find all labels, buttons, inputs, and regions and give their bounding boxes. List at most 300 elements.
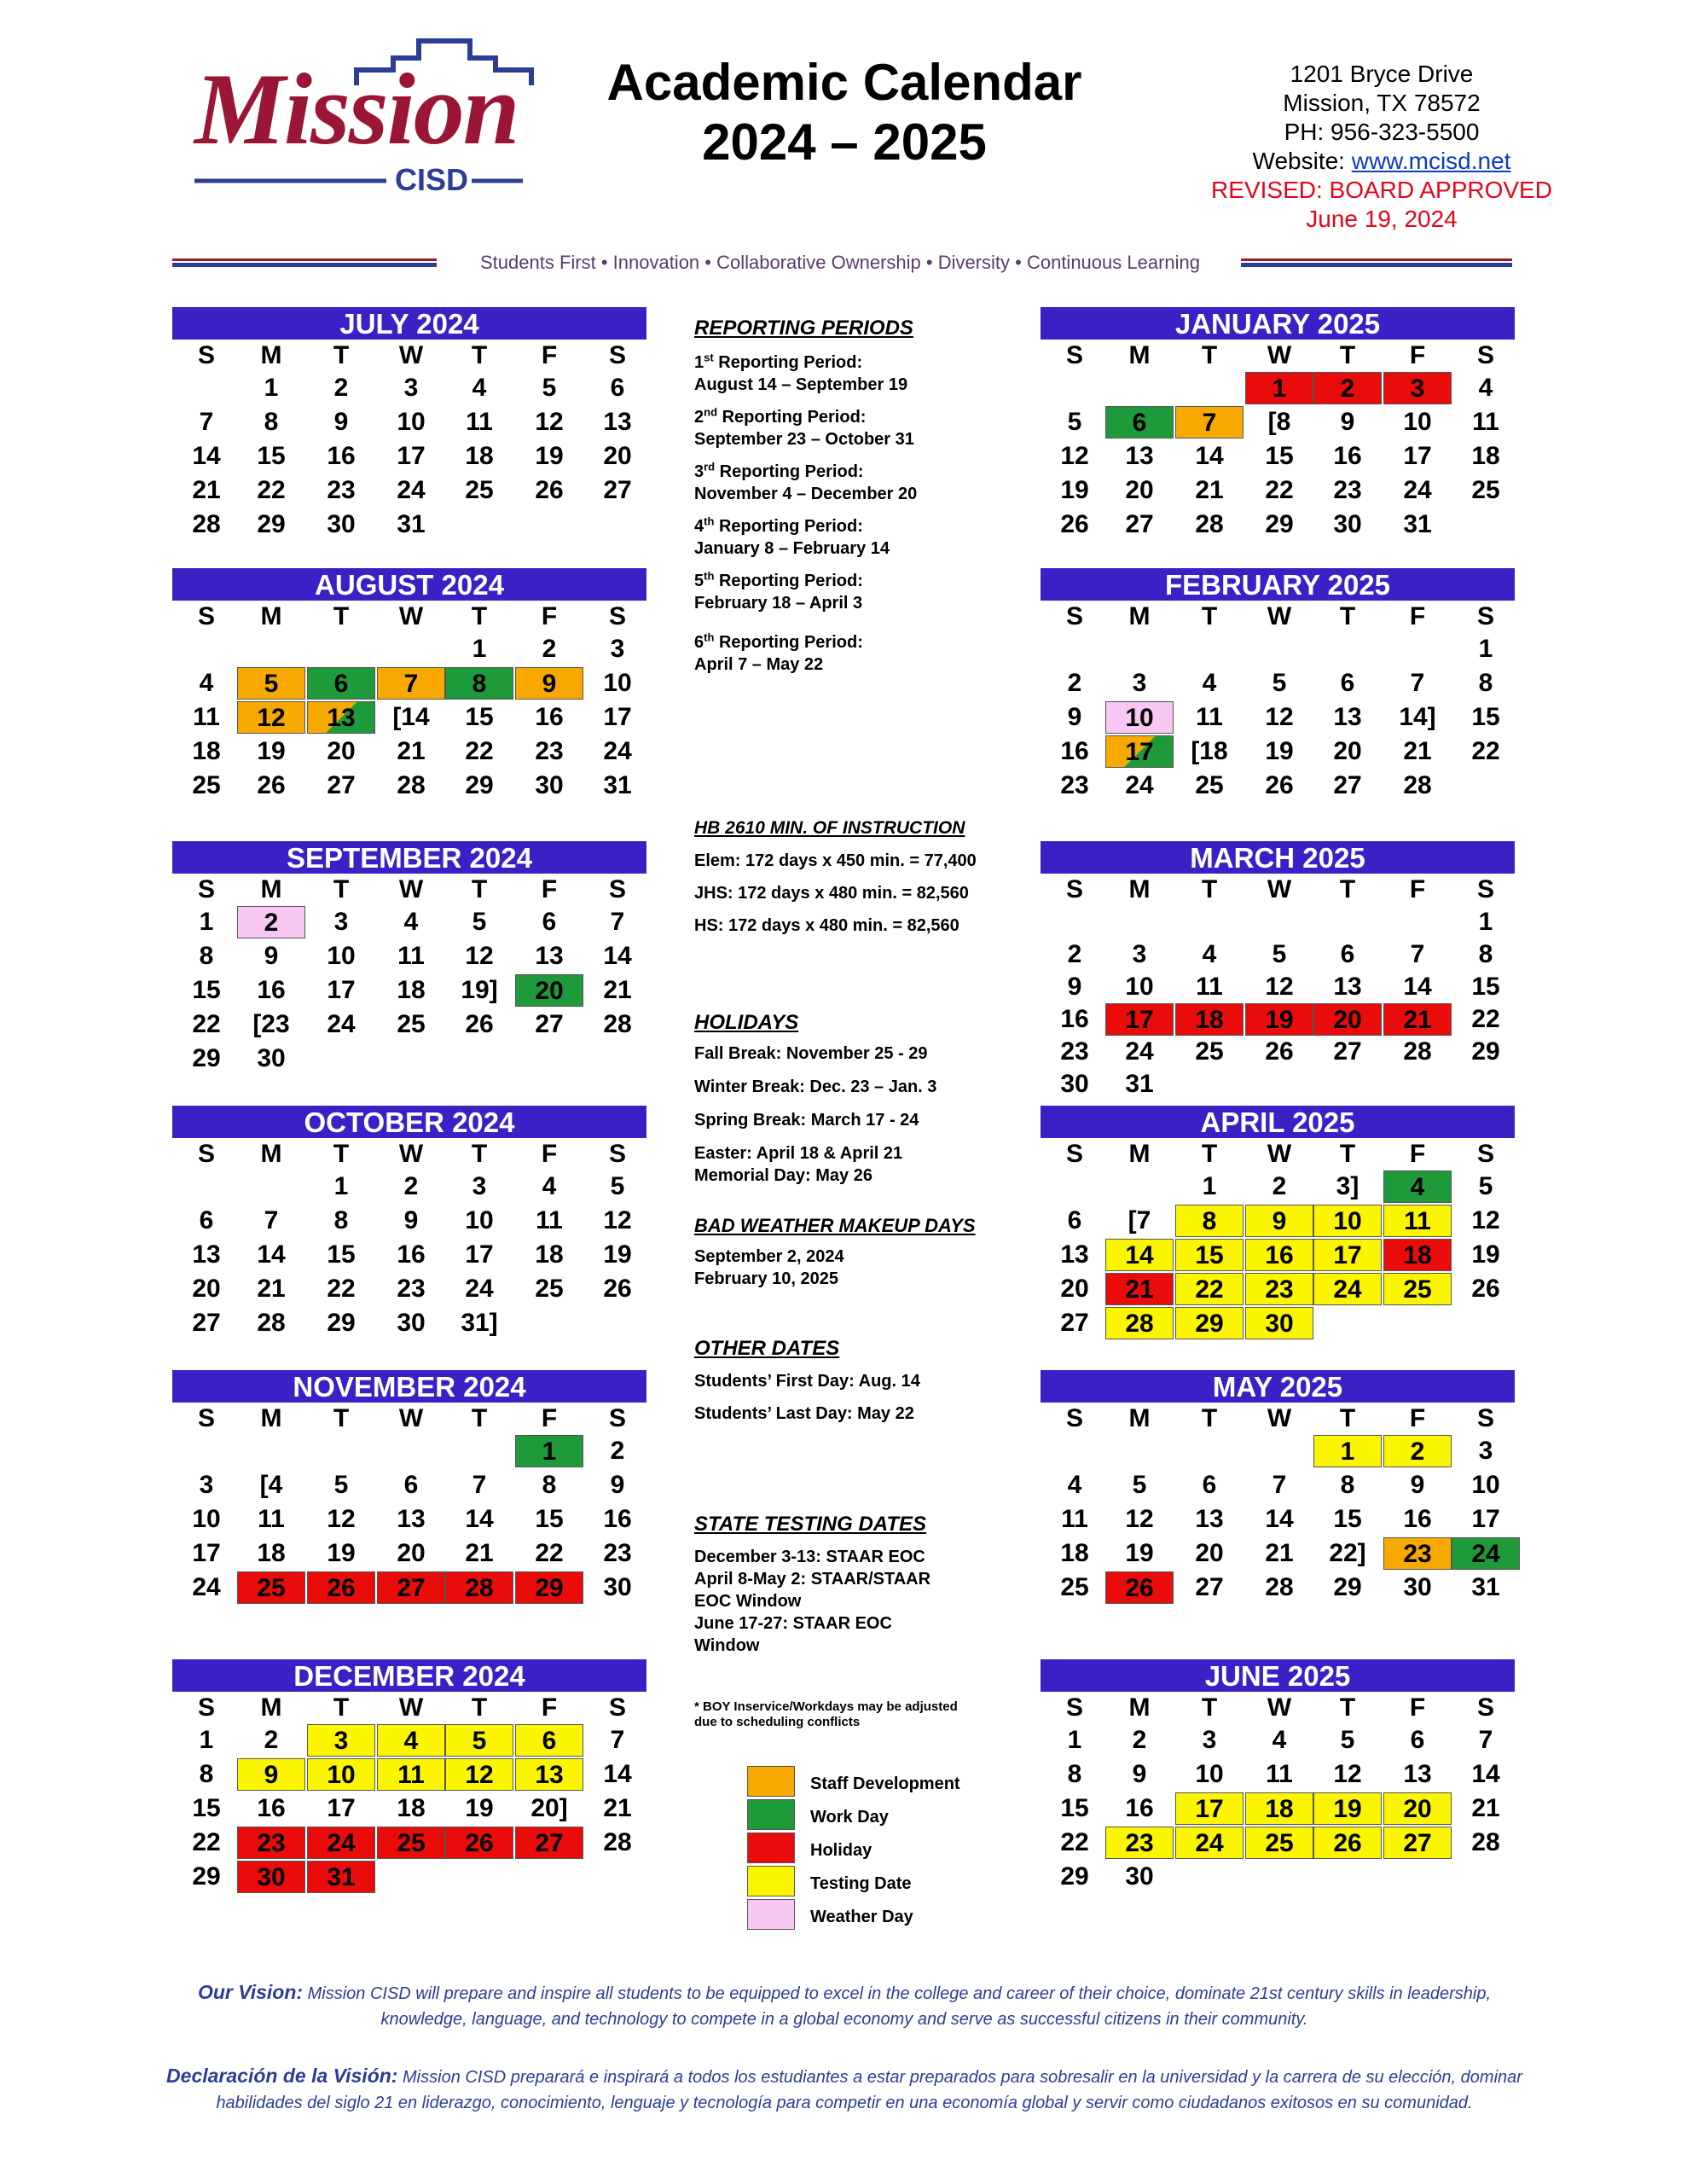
calendar-day: 8: [1478, 669, 1493, 697]
reporting-period: [694, 461, 1010, 505]
day-grid: [172, 1170, 646, 1341]
month-march-2025: [1041, 841, 1515, 1101]
calendar-day: 2: [610, 1437, 625, 1465]
calendar-day: 23: [237, 1827, 305, 1859]
calendar-day: 26: [1313, 1827, 1382, 1859]
calendar-day: 4: [1202, 940, 1217, 968]
calendar-day: 9: [1132, 1760, 1147, 1788]
calendar-day: 2: [1313, 372, 1382, 404]
calendar-day: 11: [1472, 408, 1499, 436]
calendar-day: 23: [535, 737, 564, 765]
calendar-day: 25: [1383, 1273, 1452, 1305]
calendar-day: 16: [1333, 442, 1362, 470]
calendar-day: 21: [1265, 1539, 1294, 1567]
district-logo: [194, 32, 536, 199]
calendar-day: 11: [466, 408, 493, 436]
calendar-day: 3: [1202, 1726, 1217, 1754]
weekday-header-row: [1041, 340, 1515, 372]
calendar-day: 9: [1340, 408, 1355, 436]
calendar-day: 27: [377, 1571, 445, 1604]
weekday-header-row: [1041, 601, 1515, 633]
calendar-day: 2: [1132, 1726, 1147, 1754]
calendar-day: 8: [199, 942, 214, 970]
calendar-day: 23: [1333, 476, 1362, 504]
calendar-day: 22]: [1329, 1539, 1366, 1567]
weekday-header: T: [471, 341, 488, 369]
weekday-header: T: [1339, 341, 1356, 369]
calendar-day: 20: [515, 974, 583, 1007]
calendar-day: 1: [1478, 908, 1493, 936]
calendar-day: 11: [1196, 703, 1223, 731]
weekday-header: S: [1476, 1404, 1494, 1432]
calendar-day: 17: [1105, 735, 1174, 768]
calendar-day: 11: [1061, 1505, 1088, 1533]
calendar-day: 11: [258, 1505, 285, 1533]
calendar-day: 21: [397, 737, 426, 765]
calendar-day: 3: [1132, 940, 1147, 968]
calendar-day: 2: [1383, 1435, 1452, 1467]
calendar-day: 8: [542, 1471, 557, 1499]
legend-swatch-work-day: [747, 1799, 795, 1830]
calendar-day: 16: [535, 703, 564, 731]
weekday-header: T: [471, 875, 488, 903]
reporting-period: [694, 351, 1010, 396]
holiday-line: Fall Break: November 25 - 29: [694, 1044, 928, 1063]
month-october-2024: [172, 1106, 646, 1341]
calendar-day: 16: [1403, 1505, 1432, 1533]
weekday-header: T: [1201, 1404, 1218, 1432]
day-grid: [172, 1724, 646, 1895]
calendar-day: 4: [199, 669, 214, 697]
reporting-period: [694, 570, 1010, 614]
legend-label: Staff Development: [810, 1774, 960, 1793]
holiday-line: Memorial Day: May 26: [694, 1166, 872, 1185]
weekday-header: M: [260, 875, 282, 903]
month-november-2024: [172, 1370, 646, 1606]
weekday-header: T: [1201, 875, 1218, 903]
calendar-day: 25: [465, 476, 494, 504]
day-grid: [1041, 906, 1515, 1101]
calendar-day: 26: [535, 476, 564, 504]
month-july-2024: [172, 307, 646, 543]
month-title: DECEMBER 2024: [172, 1659, 646, 1692]
calendar-day: 3: [1132, 669, 1147, 697]
weekday-header-row: [172, 874, 646, 906]
calendar-day: 24: [1125, 771, 1154, 799]
calendar-day: [14: [392, 703, 430, 731]
legend-swatch-testing-date: [747, 1866, 795, 1896]
calendar-day: 18: [397, 976, 426, 1004]
calendar-day: 20: [1313, 1003, 1382, 1036]
calendar-day: 25: [1195, 1037, 1224, 1066]
calendar-day: 19: [1125, 1539, 1154, 1567]
calendar-day: [7: [1128, 1206, 1151, 1234]
calendar-day: 27: [535, 1010, 564, 1038]
legend-label: Testing Date: [810, 1874, 912, 1893]
calendar-day: 22: [192, 1828, 221, 1856]
vision-text: knowledge, language, and technology to compete in a global economy and serve as successful citizens in their community.: [380, 2010, 1308, 2029]
reporting-period-label: [694, 515, 1010, 537]
other-dates-section: [694, 1338, 1010, 1425]
month-title: SEPTEMBER 2024: [172, 841, 646, 874]
calendar-day: 1: [1245, 372, 1313, 404]
weekday-header-row: [172, 1403, 646, 1435]
calendar-day: 22: [192, 1010, 221, 1038]
calendar-day: 10: [192, 1505, 221, 1533]
revised-notice: REVISED: BOARD APPROVED: [1211, 177, 1552, 203]
calendar-day: 23: [1060, 1037, 1089, 1066]
calendar-day: 1: [199, 1726, 214, 1754]
calendar-day: 19: [535, 442, 564, 470]
calendar-day: 31: [1403, 510, 1432, 538]
calendar-day: 10: [1403, 408, 1432, 436]
reporting-period-label: [694, 461, 1010, 483]
calendar-day: 7: [1410, 669, 1425, 697]
calendar-day: 8: [1340, 1471, 1355, 1499]
calendar-day: 7: [199, 408, 214, 436]
calendar-day: 26: [307, 1571, 375, 1604]
calendar-day: 6: [1340, 940, 1355, 968]
calendar-day: 11: [377, 1758, 445, 1791]
period-suffix: rd: [704, 460, 716, 473]
calendar-day: 5: [445, 1724, 513, 1757]
period-number: 1: [694, 353, 704, 372]
calendar-day: 6: [307, 667, 375, 700]
weekday-header: W: [1267, 602, 1292, 630]
calendar-day: 5: [472, 908, 487, 936]
month-february-2025: [1041, 568, 1515, 804]
calendar-day: 9: [515, 667, 583, 700]
calendar-day: 19: [257, 737, 286, 765]
period-suffix: th: [704, 630, 715, 644]
calendar-day: 12: [327, 1505, 356, 1533]
calendar-day: 22: [327, 1275, 356, 1303]
calendar-day: 24: [1125, 1037, 1154, 1066]
weekday-header: T: [1201, 1693, 1218, 1722]
calendar-day: 5: [333, 1471, 349, 1499]
instruction-line: Elem: 172 days x 450 min. = 77,400: [694, 851, 977, 870]
calendar-day: 14: [1403, 973, 1432, 1001]
calendar-day: 29: [1333, 1573, 1362, 1601]
calendar-day: 18: [397, 1794, 426, 1822]
calendar-day: 26: [1105, 1571, 1174, 1604]
weekday-header: M: [260, 341, 282, 369]
weekday-header: S: [1065, 1693, 1083, 1722]
month-january-2025: [1041, 307, 1515, 543]
calendar-day: 11: [1266, 1760, 1293, 1788]
calendar-day: 9: [237, 1758, 305, 1791]
calendar-day: 19: [1245, 1003, 1313, 1036]
weekday-header: W: [398, 1404, 424, 1432]
calendar-day: 10: [1105, 701, 1174, 734]
calendar-day: 16: [1245, 1239, 1313, 1271]
calendar-day: 3: [403, 374, 419, 402]
calendar-day: 2: [1272, 1172, 1287, 1200]
calendar-day: 27: [515, 1827, 583, 1859]
calendar-day: 4: [377, 1724, 445, 1757]
weekday-header: W: [1267, 875, 1292, 903]
calendar-day: 31: [1471, 1573, 1500, 1601]
weekday-header: T: [1201, 1140, 1218, 1168]
calendar-day: 14: [603, 942, 632, 970]
calendar-day: 21: [1403, 737, 1432, 765]
weekday-header: S: [1476, 875, 1494, 903]
calendar-day: 29: [192, 1044, 221, 1072]
reporting-list: [694, 351, 1010, 676]
calendar-day: 26: [603, 1275, 632, 1303]
calendar-day: 15: [535, 1505, 564, 1533]
calendar-day: 22: [257, 476, 286, 504]
calendar-day: 24: [192, 1573, 221, 1601]
reporting-period-dates: February 18 – April 3: [694, 594, 863, 613]
calendar-day: 14: [1105, 1239, 1174, 1271]
weekday-header: S: [608, 1140, 626, 1168]
weekday-header: M: [1128, 1693, 1151, 1722]
calendar-day: 12: [1060, 442, 1089, 470]
calendar-day: 14: [192, 442, 221, 470]
calendar-day: 30: [1403, 1573, 1432, 1601]
calendar-day: 30: [237, 1861, 305, 1893]
calendar-day: 4: [542, 1172, 557, 1200]
calendar-day: 8: [333, 1206, 349, 1234]
calendar-day: 22: [1175, 1273, 1244, 1305]
calendar-day: 16: [257, 976, 286, 1004]
weekday-header: S: [197, 1404, 215, 1432]
period-number: 2: [694, 408, 704, 427]
weekday-header: M: [1128, 1404, 1151, 1432]
period-suffix: th: [704, 569, 715, 583]
calendar-day: 22: [465, 737, 494, 765]
calendar-day: 3: [1383, 372, 1452, 404]
calendar-day: 28: [1403, 1037, 1432, 1066]
calendar-day: 2: [237, 906, 305, 938]
vision-label: Declaración de la Visión:: [166, 2065, 398, 2087]
calendar-day: 28: [397, 771, 426, 799]
calendar-day: 12: [237, 701, 305, 734]
calendar-day: 24: [465, 1275, 494, 1303]
calendar-day: 22: [1060, 1828, 1089, 1856]
holidays-heading: HOLIDAYS: [694, 1011, 799, 1034]
calendar-day: 21: [257, 1275, 286, 1303]
calendar-day: 14: [257, 1240, 286, 1269]
vision-english: [128, 1979, 1561, 2032]
holiday-line: Spring Break: March 17 - 24: [694, 1111, 919, 1130]
calendar-day: 29: [1175, 1307, 1244, 1339]
month-title: APRIL 2025: [1041, 1106, 1515, 1138]
calendar-day: 16: [397, 1240, 426, 1269]
month-title: OCTOBER 2024: [172, 1106, 646, 1138]
calendar-day: 1: [515, 1435, 583, 1467]
calendar-day: 26: [1265, 771, 1294, 799]
calendar-day: 10: [327, 942, 356, 970]
calendar-day: 12: [603, 1206, 632, 1234]
period-number: 3: [694, 462, 704, 481]
calendar-day: 20]: [530, 1794, 568, 1822]
calendar-day: 26: [445, 1827, 513, 1859]
calendar-day: 30: [257, 1044, 286, 1072]
website-link[interactable]: www.mcisd.net: [1351, 148, 1511, 174]
calendar-day: 12: [535, 408, 564, 436]
calendar-day: 7: [1175, 406, 1244, 439]
day-grid: [1041, 633, 1515, 804]
calendar-day: 25: [377, 1827, 445, 1859]
calendar-day: 26: [257, 771, 286, 799]
calendar-day: 27: [1383, 1827, 1452, 1859]
calendar-day: 31]: [461, 1309, 498, 1337]
legend-label: Work Day: [810, 1808, 889, 1827]
reporting-period-dates: September 23 – October 31: [694, 430, 914, 449]
calendar-day: 20: [1125, 476, 1154, 504]
weekday-header: S: [608, 875, 626, 903]
weekday-header: W: [398, 1693, 424, 1722]
calendar-day: 17: [327, 976, 356, 1004]
month-title: JULY 2024: [172, 307, 646, 340]
calendar-day: 15: [465, 703, 494, 731]
weekday-header: M: [1128, 875, 1151, 903]
calendar-day: [4: [259, 1471, 283, 1499]
day-grid: [172, 633, 646, 804]
calendar-day: 25: [1471, 476, 1500, 504]
calendar-day: 23: [603, 1539, 632, 1567]
calendar-day: 13: [1333, 703, 1362, 731]
day-grid: [1041, 1170, 1515, 1341]
holidays-section: [694, 1012, 1010, 1187]
weekday-header-row: [172, 1138, 646, 1170]
calendar-day: 20: [1060, 1275, 1089, 1303]
calendar-day: 11: [193, 703, 220, 731]
reporting-periods: [694, 317, 1010, 676]
calendar-day: 28: [1195, 510, 1224, 538]
month-title: NOVEMBER 2024: [172, 1370, 646, 1403]
weekday-header: T: [471, 1693, 488, 1722]
vision-text: Mission CISD preparará e inspirará a todos los estudiantes a estar preparados para sobresalir en la universidad y la carrera de su elección, dominar: [397, 2068, 1522, 2087]
calendar-day: 27: [1060, 1309, 1089, 1337]
calendar-day: 20: [1333, 737, 1362, 765]
calendar-day: 29: [1265, 510, 1294, 538]
calendar-day: 12: [445, 1758, 513, 1791]
testing-section: [694, 1513, 1010, 1657]
weekday-header: T: [471, 1404, 488, 1432]
calendar-day: 20: [192, 1275, 221, 1303]
weekday-header: T: [1201, 341, 1218, 369]
calendar-day: 15: [257, 442, 286, 470]
calendar-day: 10: [1471, 1471, 1500, 1499]
month-title: MARCH 2025: [1041, 841, 1515, 874]
calendar-day: 20: [397, 1539, 426, 1567]
calendar-day: 6: [403, 1471, 419, 1499]
calendar-day: 17: [1105, 1003, 1174, 1036]
calendar-day: 9: [610, 1471, 625, 1499]
logo-cisd: CISD: [395, 162, 469, 197]
calendar-day: 3: [610, 635, 625, 663]
calendar-day: 12: [1333, 1760, 1362, 1788]
calendar-day: 31: [603, 771, 632, 799]
period-number: 5: [694, 572, 704, 590]
period-suffix: st: [704, 351, 714, 364]
logo-underline-icon: [194, 177, 536, 188]
weekday-header-row: [172, 601, 646, 633]
calendar-day: 4: [1383, 1170, 1452, 1203]
calendar-day: 26: [1265, 1037, 1294, 1066]
testing-line: April 8-May 2: STAAR/STAAR: [694, 1570, 931, 1589]
calendar-day: 18: [1245, 1792, 1313, 1825]
reporting-period-label: [694, 406, 1010, 428]
calendar-day: 24: [1175, 1827, 1244, 1859]
calendar-day: 18: [257, 1539, 286, 1567]
calendar-day: 14]: [1399, 703, 1436, 731]
calendar-day: 19]: [461, 976, 498, 1004]
instruction-line: HS: 172 days x 480 min. = 82,560: [694, 916, 959, 935]
calendar-day: 17: [397, 442, 426, 470]
calendar-day: 7: [1478, 1726, 1493, 1754]
calendar-day: 31: [307, 1861, 375, 1893]
calendar-day: 15: [1265, 442, 1294, 470]
calendar-day: 15: [1175, 1239, 1244, 1271]
calendar-day: 19: [603, 1240, 632, 1269]
reporting-period-dates: January 8 – February 14: [694, 539, 890, 558]
weekday-header: F: [1409, 1693, 1426, 1722]
calendar-day: 23: [327, 476, 356, 504]
calendar-day: 30: [327, 510, 356, 538]
weekday-header: T: [471, 1140, 488, 1168]
weekday-header: S: [608, 341, 626, 369]
calendar-day: 11: [1196, 973, 1223, 1001]
calendar-day: 6: [1202, 1471, 1217, 1499]
calendar-day: 3: [1478, 1437, 1493, 1465]
calendar-day: 27: [1333, 1037, 1362, 1066]
calendar-day: 27: [192, 1309, 221, 1337]
calendar-day: 30: [397, 1309, 426, 1337]
weekday-header: S: [197, 1140, 215, 1168]
calendar-day: 2: [1067, 940, 1082, 968]
weekday-header: S: [1065, 1404, 1083, 1432]
calendar-day: 9: [1245, 1205, 1313, 1237]
calendar-day: 20: [327, 737, 356, 765]
calendar-day: 3: [307, 1724, 375, 1757]
calendar-day: 27: [1333, 771, 1362, 799]
period-label-text: Reporting Period:: [714, 517, 863, 536]
calendar-day: 18: [192, 737, 221, 765]
calendar-day: 22: [1471, 737, 1500, 765]
weekday-header: S: [1065, 602, 1083, 630]
calendar-day: 13: [192, 1240, 221, 1269]
calendar-day: 14: [603, 1760, 632, 1788]
calendar-day: 6: [1105, 406, 1174, 439]
address-city: Mission, TX 78572: [1283, 90, 1481, 116]
calendar-day: 25: [1195, 771, 1224, 799]
calendar-day: 6: [199, 1206, 214, 1234]
calendar-day: 20: [1383, 1792, 1452, 1825]
calendar-day: 15: [1471, 703, 1500, 731]
reporting-period-dates: April 7 – May 22: [694, 655, 824, 674]
holiday-line: Easter: April 18 & April 21: [694, 1144, 903, 1163]
weekday-header: M: [260, 602, 282, 630]
weekday-header: S: [608, 1693, 626, 1722]
weekday-header: F: [1409, 875, 1426, 903]
calendar-day: 11: [397, 942, 425, 970]
calendar-day: 21: [465, 1539, 494, 1567]
month-may-2025: [1041, 1370, 1515, 1606]
calendar-day: 14: [1265, 1505, 1294, 1533]
calendar-day: 19: [1471, 1240, 1500, 1269]
tagline-rule-left: [172, 258, 437, 269]
calendar-day: 22: [535, 1539, 564, 1567]
calendar-day: 6: [542, 908, 557, 936]
calendar-day: 7: [264, 1206, 279, 1234]
weekday-header: S: [1476, 341, 1494, 369]
weekday-header: F: [1409, 1140, 1426, 1168]
calendar-day: [8: [1267, 408, 1291, 436]
